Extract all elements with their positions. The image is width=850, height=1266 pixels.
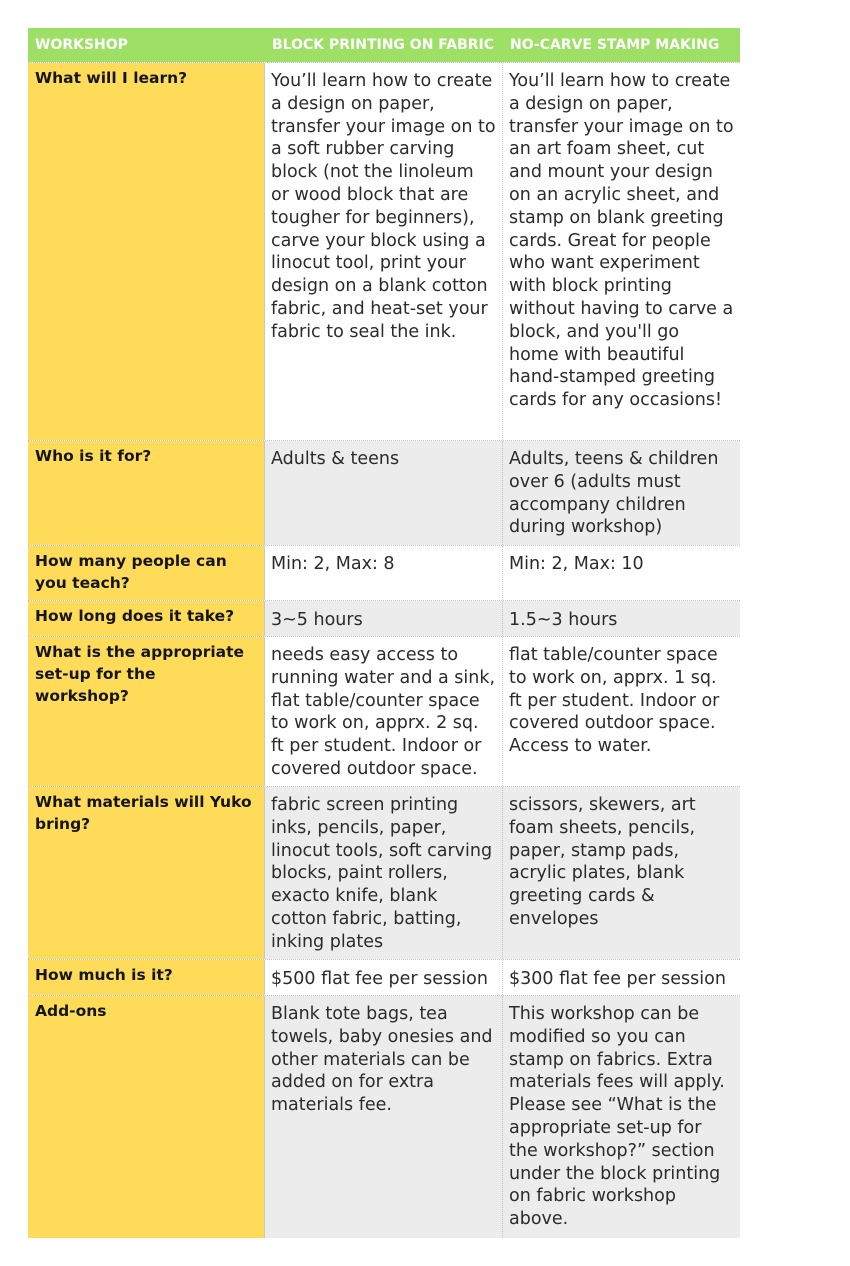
- table-row: [28, 440, 740, 545]
- table-row: [28, 600, 740, 636]
- table-row: [28, 62, 740, 440]
- block-printing-cell: Blank tote bags, tea towels, baby onesies and other materials can be added on for extra materials fee.: [265, 996, 503, 1238]
- row-question: Who is it for?: [28, 441, 265, 545]
- table-row: [28, 545, 740, 600]
- block-printing-cell: needs easy access to running water and a sink, flat table/counter space to work on, apprx. 2 sq. ft per student. Indoor or covered outdoor space.: [265, 637, 503, 786]
- header-workshop: WORKSHOP: [35, 37, 128, 53]
- block-printing-cell: 3~5 hours: [265, 601, 503, 636]
- stamp-making-cell: flat table/counter space to work on, apprx. 1 sq. ft per student. Indoor or covered outdoor space. Access to water.: [503, 637, 740, 786]
- block-printing-cell: Min: 2, Max: 8: [265, 546, 503, 600]
- block-printing-cell: Adults & teens: [265, 441, 503, 545]
- row-question: What materials will Yuko bring?: [28, 787, 265, 959]
- table-row: [28, 995, 740, 1238]
- table-row: [28, 959, 740, 995]
- stamp-making-cell: Adults, teens & children over 6 (adults must accompany children during workshop): [503, 441, 740, 545]
- stamp-making-cell: You’ll learn how to create a design on paper, transfer your image on to an art foam sheet, cut and mount your design on an acrylic sheet, and stamp on blank greeting cards. Great for people who want experiment with block printing without having to carve a block, and you'll go home with beautiful hand-stamped greeting cards for any occasions!: [503, 63, 740, 440]
- block-printing-cell: You’ll learn how to create a design on paper, transfer your image on to a soft rubber carving block (not the linoleum or wood block that are tougher for beginners), carve your block using a linocut tool, print your design on a blank cotton fabric, and heat-set your fabric to seal the ink.: [265, 63, 503, 440]
- workshop-comparison-table: [28, 28, 740, 1238]
- stamp-making-cell: This workshop can be modified so you can stamp on fabrics. Extra materials fees will apply. Please see “What is the appropriate set-up for the workshop?” section under the block printing on fabric workshop above.: [503, 996, 740, 1238]
- row-question: How many people can you teach?: [28, 546, 265, 600]
- stamp-making-cell: 1.5~3 hours: [503, 601, 740, 636]
- stamp-making-cell: scissors, skewers, art foam sheets, pencils, paper, stamp pads, acrylic plates, blank greeting cards & envelopes: [503, 787, 740, 959]
- stamp-making-cell: Min: 2, Max: 10: [503, 546, 740, 600]
- block-printing-cell: fabric screen printing inks, pencils, paper, linocut tools, soft carving blocks, paint rollers, exacto knife, blank cotton fabric, batting, inking plates: [265, 787, 503, 959]
- row-question: What is the appropriate set-up for the workshop?: [28, 637, 265, 786]
- table-row: [28, 786, 740, 959]
- header-stamp-making: NO-CARVE STAMP MAKING: [510, 37, 720, 53]
- row-question: What will I learn?: [28, 63, 265, 440]
- table-row: [28, 636, 740, 786]
- row-question: Add-ons: [28, 996, 265, 1238]
- table-header: [28, 28, 740, 62]
- row-question: How long does it take?: [28, 601, 265, 636]
- row-question: How much is it?: [28, 960, 265, 995]
- header-block-printing: BLOCK PRINTING ON FABRIC: [272, 37, 495, 53]
- block-printing-cell: $500 flat fee per session: [265, 960, 503, 995]
- stamp-making-cell: $300 flat fee per session: [503, 960, 740, 995]
